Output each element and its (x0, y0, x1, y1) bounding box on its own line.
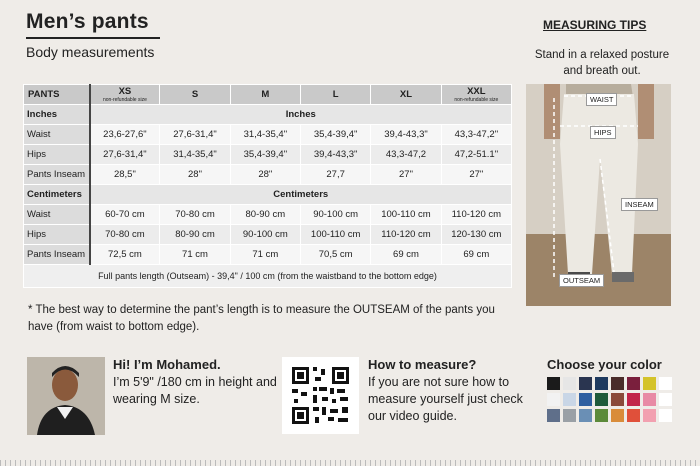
size-header-xs: XS non-refundable size (90, 85, 160, 105)
section-label: Centimeters (24, 185, 90, 205)
measuring-tips-title: MEASURING TIPS (543, 18, 647, 32)
color-swatch[interactable] (659, 409, 672, 422)
table-cell: 72,5 cm (90, 245, 160, 265)
page-title: Men’s pants (26, 10, 149, 33)
waist-label: WAIST (586, 93, 617, 106)
color-swatch[interactable] (659, 393, 672, 406)
how-to-measure-title: How to measure? (368, 357, 477, 372)
color-swatch[interactable] (643, 377, 656, 390)
row-label: Hips (24, 225, 90, 245)
color-swatch[interactable] (611, 393, 624, 406)
color-swatch[interactable] (595, 393, 608, 406)
table-row (24, 245, 512, 265)
table-cell: 90-100 cm (230, 225, 300, 245)
color-swatch[interactable] (579, 393, 592, 406)
table-cell: 100-110 cm (371, 205, 441, 225)
table-footer-row (24, 265, 512, 288)
measuring-photo (526, 84, 671, 306)
table-row (24, 225, 512, 245)
color-swatch[interactable] (627, 377, 640, 390)
table-cell: 27,7 (300, 165, 370, 185)
size-header-xl: XL (371, 85, 441, 105)
table-row (24, 205, 512, 225)
table-cell: 120-130 cm (441, 225, 511, 245)
table-cell: 23,6-27,6" (90, 125, 160, 145)
table-cell: 80-90 cm (230, 205, 300, 225)
table-cell: 69 cm (371, 245, 441, 265)
table-cell: 39,4-43,3" (371, 125, 441, 145)
section-unit: Centimeters (90, 185, 512, 205)
color-swatch[interactable] (563, 377, 576, 390)
table-cell: 35,4-39,4" (230, 145, 300, 165)
title-underline (26, 37, 160, 39)
size-header-s: S (160, 85, 230, 105)
table-cell: 27,6-31,4" (90, 145, 160, 165)
section-unit: Inches (90, 105, 512, 125)
inches-section-row (24, 105, 512, 125)
section-label: Inches (24, 105, 90, 125)
model-description: I’m 5'9" /180 cm in height and wearing M size. (113, 375, 277, 406)
color-swatch[interactable] (547, 393, 560, 406)
color-swatch[interactable] (627, 393, 640, 406)
hips-label: HIPS (590, 126, 616, 139)
size-chart-table (23, 84, 512, 288)
table-cell: 60-70 cm (90, 205, 160, 225)
measuring-tips-text: Stand in a relaxed posture and breath out. (534, 49, 670, 77)
table-cell: 69 cm (441, 245, 511, 265)
corner-label: PANTS (24, 85, 90, 105)
row-label: Waist (24, 205, 90, 225)
table-cell: 80-90 cm (160, 225, 230, 245)
outseam-footer: Full pants length (Outseam) - 39,4" / 100 cm (from the waistband to the bottom edge) (24, 265, 512, 288)
outseam-label: OUTSEAM (559, 274, 604, 287)
page-subtitle: Body measurements (26, 44, 155, 60)
table-cell: 27,6-31,4" (160, 125, 230, 145)
table-cell: 27" (441, 165, 511, 185)
table-cell: 39,4-43,3" (300, 145, 370, 165)
how-to-measure-text: If you are not sure how to measure yourself just check our video guide. (368, 375, 523, 423)
size-header-m: M (230, 85, 300, 105)
table-cell: 110-120 cm (441, 205, 511, 225)
color-swatch-grid (547, 377, 667, 422)
table-cell: 31,4-35,4" (230, 125, 300, 145)
model-avatar (27, 357, 105, 435)
color-swatch[interactable] (659, 377, 672, 390)
model-pants-illustration (526, 84, 671, 306)
ruler-decoration (0, 448, 700, 466)
row-label: Hips (24, 145, 90, 165)
color-swatch[interactable] (563, 409, 576, 422)
table-cell: 43,3-47,2 (371, 145, 441, 165)
model-greeting: Hi! I’m Mohamed. (113, 357, 221, 372)
table-row (24, 165, 512, 185)
color-swatch[interactable] (611, 409, 624, 422)
color-swatch[interactable] (563, 393, 576, 406)
table-cell: 28,5" (90, 165, 160, 185)
size-header-xxl: XXL non-refundable size (441, 85, 511, 105)
table-cell: 90-100 cm (300, 205, 370, 225)
color-picker-title: Choose your color (547, 357, 662, 372)
table-cell: 27" (371, 165, 441, 185)
inseam-label: INSEAM (621, 198, 658, 211)
qr-code[interactable] (282, 357, 359, 434)
table-cell: 28" (160, 165, 230, 185)
centimeters-section-row (24, 185, 512, 205)
color-swatch[interactable] (627, 409, 640, 422)
table-cell: 100-110 cm (300, 225, 370, 245)
table-cell: 70-80 cm (160, 205, 230, 225)
table-cell: 31,4-35,4" (160, 145, 230, 165)
table-cell: 28" (230, 165, 300, 185)
table-cell: 70-80 cm (90, 225, 160, 245)
color-swatch[interactable] (579, 409, 592, 422)
color-swatch[interactable] (595, 377, 608, 390)
row-label: Pants Inseam (24, 165, 90, 185)
color-swatch[interactable] (579, 377, 592, 390)
color-swatch[interactable] (595, 409, 608, 422)
length-note: * The best way to determine the pant’s length is to measure the OUTSEAM of the pants you have (from waist to bottom edge). (28, 304, 495, 333)
qr-code-icon (282, 357, 359, 434)
color-swatch[interactable] (611, 377, 624, 390)
size-header-l: L (300, 85, 370, 105)
table-cell: 110-120 cm (371, 225, 441, 245)
row-label: Waist (24, 125, 90, 145)
color-swatch[interactable] (547, 409, 560, 422)
table-cell: 47,2-51.1" (441, 145, 511, 165)
color-swatch[interactable] (643, 393, 656, 406)
table-row (24, 125, 512, 145)
color-swatch[interactable] (547, 377, 560, 390)
model-portrait (27, 357, 105, 435)
table-cell: 71 cm (230, 245, 300, 265)
row-label: Pants Inseam (24, 245, 90, 265)
table-cell: 70,5 cm (300, 245, 370, 265)
color-swatch[interactable] (643, 409, 656, 422)
table-cell: 43,3-47,2" (441, 125, 511, 145)
table-row (24, 145, 512, 165)
table-cell: 71 cm (160, 245, 230, 265)
size-header-row (24, 85, 512, 105)
table-cell: 35,4-39,4" (300, 125, 370, 145)
